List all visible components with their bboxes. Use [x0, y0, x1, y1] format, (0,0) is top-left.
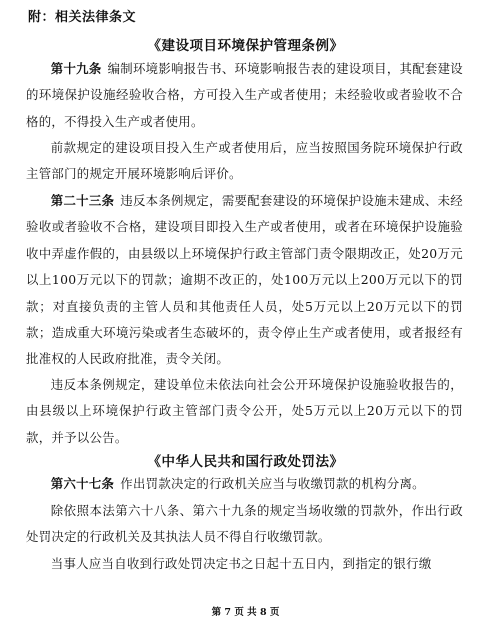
article-number: 第二十三条	[50, 193, 115, 208]
article-19-paragraph	[26, 56, 463, 135]
article-number: 第十九条	[50, 61, 102, 76]
paragraph-collection-rule: 除依照本法第六十八条、第六十九条的规定当场收缴的罚款外，作出行政处罚决定的行政机关及其执法人员不得自行收缴罚款。	[26, 503, 463, 545]
article-text: 编制环境影响报告书、环境影响报告表的建设项目，其配套建设的环境保护设施经验收合格，方可投入生产或者使用；未经验收或者验收不合格的，不得投入生产或者使用。	[26, 61, 463, 129]
article-text: 违反本条例规定，需要配套建设的环境保护设施未建成、未经验收或者验收不合格，建设项目即投入生产或者使用，或者在环境保护设施验收中弄虚作假的，由县级以上环境保护行政主管部门责令限期改正，处20万元以上100万元以下的罚款；逾期不改正的，处100万元以上200万元以下的罚款；对直接负责的主管人员和其他责任人员，处5万元以上20万元以下的罚款；造成重大环境污染或者生态破坏的，责令停止生产或者使用，或者报经有批准权的人民政府批准，责令关闭。	[26, 193, 463, 367]
appendix-heading: 附：相关法律条文	[28, 10, 137, 25]
law-title-construction-regulation: 《建设项目环境保护管理条例》	[147, 38, 344, 54]
paragraph-payment-deadline: 当事人应当自收到行政处罚决定书之日起十五日内，到指定的银行缴	[50, 556, 432, 571]
article-text: 作出罚款决定的行政机关应当与收缴罚款的机构分离。	[120, 476, 425, 491]
page-number: 第 7 页 共 8 页	[211, 607, 280, 618]
article-67-paragraph	[26, 471, 463, 497]
article-number: 第六十七条	[50, 476, 115, 491]
law-title-administrative-penalty: 《中华人民共和国行政处罚法》	[147, 454, 344, 470]
article-23-paragraph	[26, 188, 463, 373]
paragraph-post-evaluation: 前款规定的建设项目投入生产或者使用后，应当按照国务院环境保护行政主管部门的规定开展环境影响后评价。	[26, 140, 463, 182]
paragraph-disclosure-penalty: 违反本条例规定，建设单位未依法向社会公开环境保护设施验收报告的，由县级以上环境保护行政主管部门责令公开，处5万元以上20万元以下的罚款，并予以公告。	[26, 377, 463, 445]
